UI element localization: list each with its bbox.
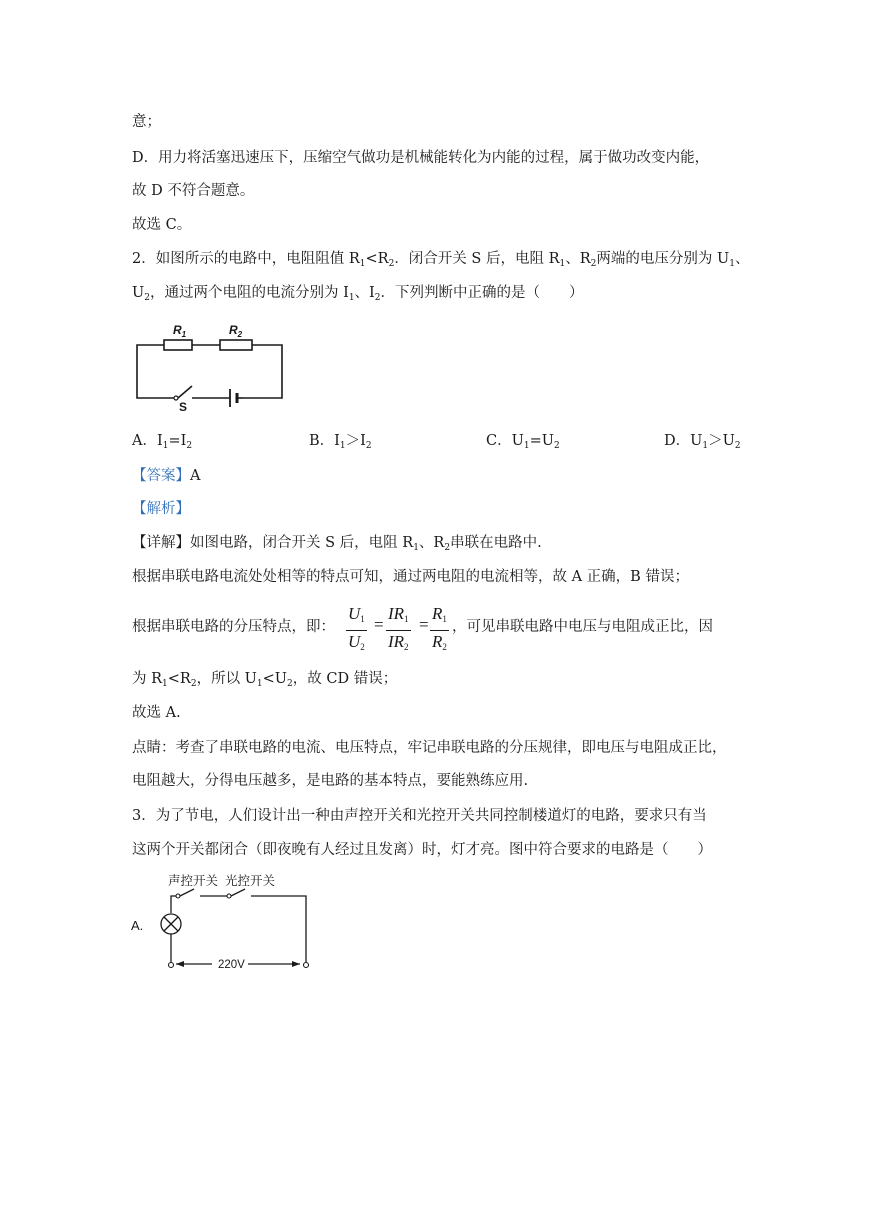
- text-run: <R: [167, 671, 191, 687]
- subscript: 1: [339, 441, 346, 451]
- switch-label: S: [179, 400, 188, 413]
- subscript: 1: [256, 679, 263, 689]
- text-line: 电阻越大，分得电压越多，是电路的基本特点，要能熟练应用.: [132, 773, 529, 789]
- text-run: =I: [168, 433, 187, 449]
- text-run: ，可见串联电路中电压与电阻成正比，因: [452, 619, 713, 635]
- text-run: U: [690, 433, 703, 449]
- subscript: 1: [162, 679, 168, 689]
- subscript: 2: [374, 293, 381, 303]
- u2: U: [348, 632, 361, 651]
- question-2-line-1: [132, 249, 749, 274]
- series-circuit-diagram: [130, 318, 290, 413]
- equals-sign: =: [419, 615, 429, 634]
- subscript: 1: [360, 614, 365, 624]
- text-run: <R: [365, 251, 389, 267]
- subscript: 2: [190, 679, 197, 689]
- question-2-line-2: [132, 283, 584, 308]
- option-label: B．: [309, 433, 335, 449]
- text-run: <U: [262, 671, 288, 687]
- subscript: 1: [413, 543, 419, 553]
- text-run: 2．如图所示的电路中，电阻阻值 R: [132, 251, 360, 267]
- subscript: 1: [348, 293, 355, 303]
- because-line: [132, 669, 397, 694]
- text-line: 根据串联电路电流处处相等的特点可知，通过两电阻的电流相等，故 A 正确，B 错误；: [132, 569, 689, 585]
- fraction-ir1-ir2: [386, 603, 411, 658]
- text-line: D．用力将活塞迅速压下，压缩空气做功是机械能转化为内能的过程，属于做功改变内能，: [132, 150, 710, 166]
- text-run: 根据串联电路的分压特点，即：: [132, 619, 335, 635]
- subscript: 2: [144, 293, 150, 303]
- r1: R: [432, 604, 443, 623]
- text-line: 故选 A.: [132, 705, 181, 721]
- subscript: 1: [442, 614, 447, 624]
- text-run: U: [132, 285, 145, 301]
- subscript: 2: [734, 441, 741, 451]
- r2-label: R: [229, 323, 238, 337]
- subscript: 2: [444, 543, 451, 553]
- option-d: [664, 431, 741, 456]
- text-run: 、R: [565, 251, 591, 267]
- option-a: [132, 431, 192, 456]
- subscript: 1: [162, 441, 169, 451]
- text-run: 两端的电压分别为 U: [596, 251, 730, 267]
- text-run: ，所以 U: [196, 671, 257, 687]
- subscript: 2: [237, 330, 243, 339]
- subscript: 2: [404, 642, 409, 652]
- answer-label: 【答案】: [132, 468, 190, 484]
- answer-value: A: [190, 468, 201, 484]
- option-c: [486, 431, 560, 456]
- analysis-label: 【解析】: [132, 501, 190, 517]
- text-run: =U: [529, 433, 554, 449]
- equals-sign: =: [374, 615, 384, 634]
- text-run: ，故 CD 错误；: [292, 671, 398, 687]
- voltage-label: 220V: [218, 959, 245, 971]
- text-line: 意；: [132, 114, 161, 130]
- fraction-r1-r2: [430, 603, 449, 658]
- text-run: I: [334, 433, 340, 449]
- text-run: ＞U: [708, 433, 735, 449]
- ir2: IR: [388, 632, 405, 651]
- text-run: ，通过两个电阻的电流分别为 I: [149, 285, 349, 301]
- svg-text:R2: [229, 323, 243, 339]
- text-run: 为 R: [132, 671, 163, 687]
- text-run: 串联在电路中.: [450, 535, 542, 551]
- fraction-u1-u2: [346, 603, 367, 658]
- text-run: U: [511, 433, 524, 449]
- text-run: I: [156, 433, 163, 449]
- subscript: 2: [388, 259, 395, 269]
- text-line: 故 D 不符合题意。: [132, 183, 255, 199]
- lamp-circuit-diagram: [130, 868, 320, 978]
- r1-label: R: [173, 323, 182, 337]
- light-switch-label: 光控开关: [225, 874, 276, 888]
- option-label: D．: [664, 433, 691, 449]
- detail-line: [132, 533, 542, 558]
- text-run: 、: [734, 251, 750, 267]
- subscript: 1: [523, 441, 530, 451]
- option-label: A.: [131, 918, 144, 933]
- text-run: 、R: [418, 535, 445, 551]
- subscript: 1: [559, 259, 566, 269]
- option-b: [309, 431, 372, 456]
- subscript: 2: [360, 642, 365, 652]
- text-line: 这两个开关都闭合（即夜晚有人经过且发离）时，灯才亮。图中符合要求的电路是（ ）: [132, 842, 712, 858]
- r2: R: [432, 632, 443, 651]
- subscript: 1: [181, 330, 187, 339]
- svg-text:R1: [173, 323, 187, 339]
- subscript: 1: [404, 614, 409, 624]
- text-line: 3．为了节电，人们设计出一种由声控开关和光控开关共同控制楼道灯的电路，要求只有当: [132, 808, 707, 824]
- text-run: 【详解】如图电路，闭合开关 S 后，电阻 R: [132, 535, 414, 551]
- subscript: 2: [590, 259, 597, 269]
- subscript: 2: [553, 441, 560, 451]
- text-line: 点睛：考查了串联电路的电流、电压特点，牢记串联电路的分压规律，即电压与电阻成正比，: [132, 740, 727, 756]
- subscript: 1: [729, 259, 735, 269]
- ir1: IR: [388, 604, 405, 623]
- sound-switch-label: 声控开关: [168, 874, 219, 888]
- text-run: ＞I: [345, 433, 366, 449]
- text-line: 故选 C。: [132, 217, 192, 233]
- answer-line: [132, 466, 200, 486]
- subscript: 2: [442, 642, 447, 652]
- option-label: C．: [486, 433, 512, 449]
- text-run: 、I: [354, 285, 375, 301]
- subscript: 2: [287, 679, 293, 689]
- subscript: 2: [186, 441, 193, 451]
- text-run: ．闭合开关 S 后，电阻 R: [394, 251, 560, 267]
- option-label: A．: [132, 433, 157, 449]
- subscript: 1: [702, 441, 709, 451]
- subscript: 1: [359, 259, 366, 269]
- text-run: ．下列判断中正确的是（ ）: [380, 285, 584, 301]
- subscript: 2: [365, 441, 372, 451]
- u1: U: [348, 604, 361, 623]
